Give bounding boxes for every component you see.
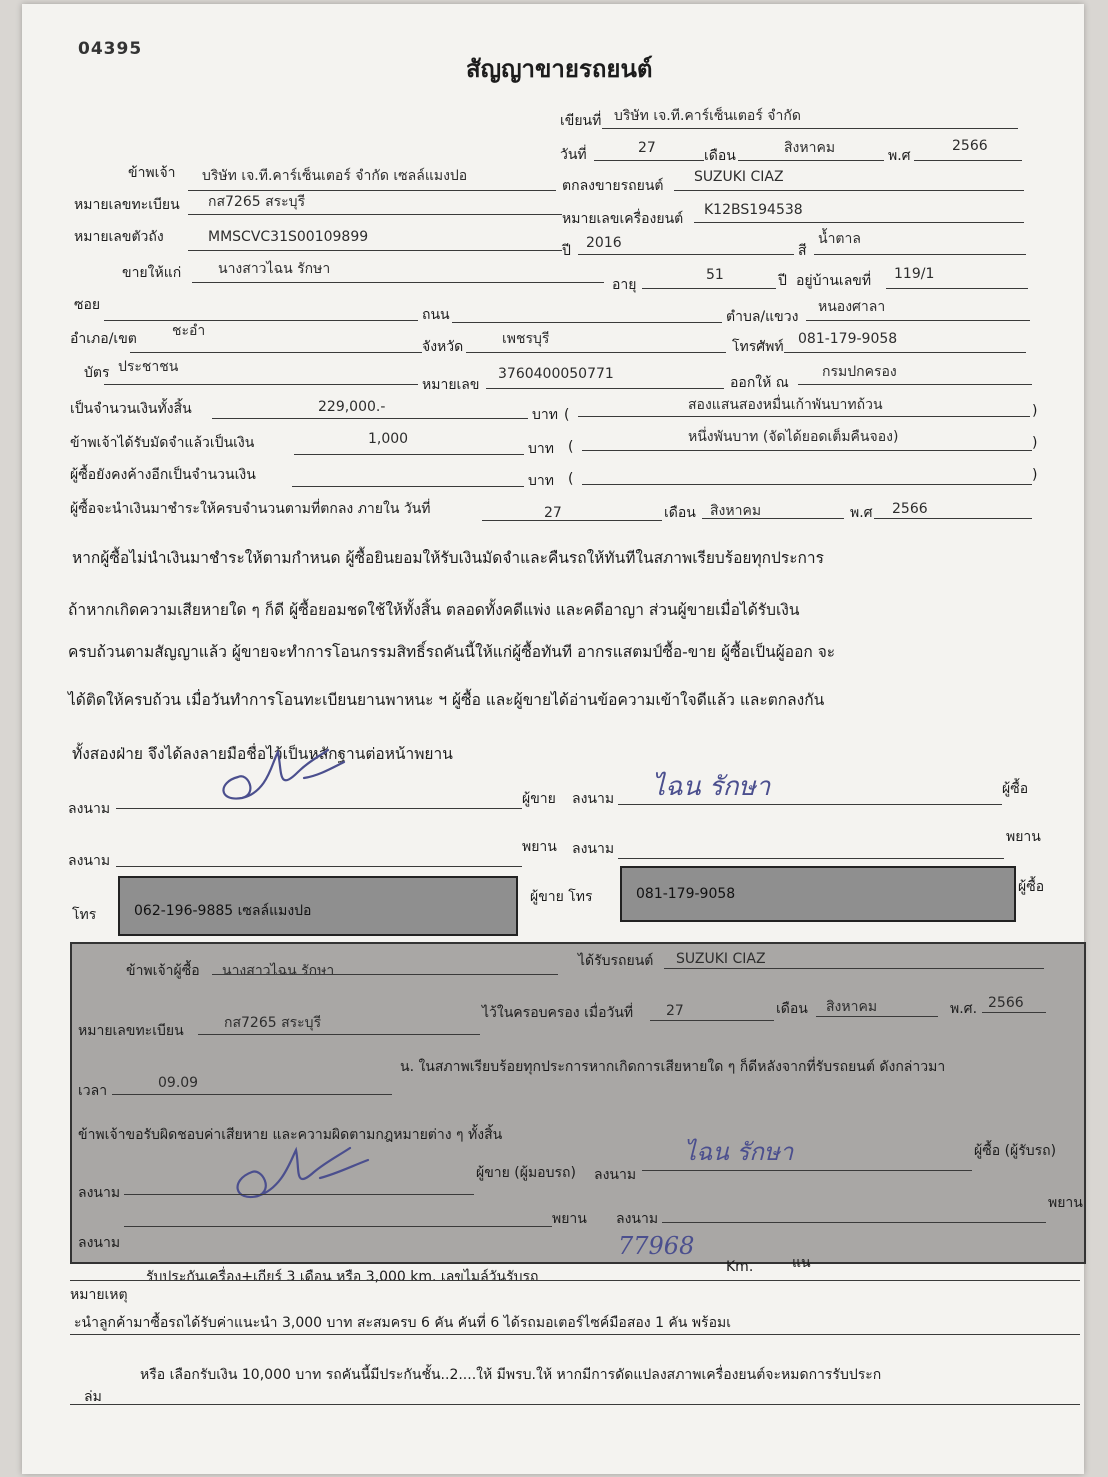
date-month-line	[738, 160, 884, 161]
seller-label: ข้าพเจ้า	[128, 165, 176, 181]
pay-day: 27	[544, 505, 562, 521]
receipt-seller-role: ผู้ขาย (ผู้มอบรถ)	[476, 1165, 576, 1181]
terms-line-3: ครบถ้วนตามสัญญาแล้ว ผู้ขายจะทำการโอนกรรมสิทธิ์รถคันนี้ให้แก่ผู้ซื้อทันที อากรแสตมป์ซื้อ-ขาย ผู้ซื้อเป็นผู้ออก จะ	[68, 643, 836, 661]
receipt-year-label: พ.ศ.	[950, 1001, 978, 1017]
district-value: ชะอำ	[172, 323, 206, 339]
terms-line-4: ได้ติดให้ครบถ้วน เมื่อวันทำการโอนทะเบียนยานพาหนะ ฯ ผู้ซื้อ และผู้ขายได้อ่านข้อความเข้าใจดีแล้ว และตกลงกัน	[68, 691, 825, 709]
engine-value: K12BS194538	[704, 202, 803, 218]
date-month: สิงหาคม	[784, 140, 836, 156]
receipt-time: 09.09	[158, 1075, 199, 1091]
terms-line-1: หากผู้ซื้อไม่นำเงินมาชำระให้ตามกำหนด ผู้ซื้อยินยอมให้รับเงินมัดจำและคืนรถให้ทันทีในสภาพเรียบร้อยทุกประการ	[72, 549, 824, 567]
seller-signature	[208, 732, 358, 812]
receipt-witness-line-2	[662, 1222, 1046, 1223]
sign-label-3: ลงนาม	[68, 853, 111, 869]
house-no: 119/1	[894, 266, 935, 282]
notes-label: หมายเหตุ	[70, 1287, 128, 1303]
witness-role-1: พยาน	[522, 839, 557, 855]
province-label: จังหวัด	[422, 339, 464, 355]
deposit-line	[294, 454, 524, 455]
buyer-role-2: ผู้ซื้อ	[1018, 879, 1045, 895]
receipt-sign-label-1: ลงนาม	[78, 1185, 121, 1201]
total-words: สองแสนสองหมื่นเก้าพันบาทถ้วน	[688, 397, 883, 413]
receipt-day-line	[650, 1020, 774, 1021]
deposit-baht: บาท	[528, 441, 554, 457]
receipt-month-label: เดือน	[776, 1001, 808, 1017]
receipt-witness-role-2: พยาน	[1048, 1195, 1083, 1211]
witness-role-2: พยาน	[1006, 829, 1041, 845]
total-baht: บาท	[532, 407, 558, 423]
terms-line-5: ทั้งสองฝ่าย จึงได้ลงลายมือชื่อไว้เป็นหลักฐานต่อหน้าพยาน	[72, 745, 453, 763]
receipt-buyer-label: ข้าพเจ้าผู้ซื้อ	[126, 963, 200, 979]
date-year: 2566	[952, 138, 988, 154]
date-year-line	[914, 160, 1022, 161]
month-label: เดือน	[704, 148, 736, 164]
buyer-phone: 081-179-9058	[636, 886, 736, 902]
deposit-label: ข้าพเจ้าได้รับมัดจำแล้วเป็นเงิน	[70, 435, 255, 451]
district-line	[130, 352, 422, 353]
buyer-name: นางสาวไฉน รักษา	[218, 261, 331, 277]
notes-line-1: รับประกันเครื่อง+เกียร์ 3 เดือน หรือ 3,000 km. เลขไมล์วันรับรถ	[146, 1269, 539, 1285]
card-line	[104, 384, 418, 385]
sell-to-label: ขายให้แก่	[122, 265, 182, 281]
age-unit: ปี	[778, 273, 787, 289]
pay-by-label: ผู้ซื้อจะนำเงินมาชำระให้ครบจำนวนตามที่ตกลง ภายใน วันที่	[70, 501, 431, 517]
page-title: สัญญาขายรถยนต์	[466, 55, 653, 83]
receipt-sign-label-4: ลงนาม	[616, 1211, 659, 1227]
soi-label: ซอย	[74, 297, 101, 313]
age-label: อายุ	[612, 277, 637, 293]
plate-line	[188, 214, 562, 215]
receipt-month-line	[816, 1016, 938, 1017]
soi-line	[104, 320, 418, 321]
total-line	[212, 418, 528, 419]
vehicle-year: 2016	[586, 235, 622, 251]
house-label: อยู่บ้านเลขที่	[796, 273, 872, 289]
house-line	[886, 288, 1028, 289]
card-type: ประชาชน	[118, 359, 179, 375]
total-words-line	[578, 416, 1030, 417]
pay-month: สิงหาคม	[710, 503, 762, 519]
seller-phone: 062-196-9885 เซลล์แมงปอ	[134, 903, 312, 919]
year-label: พ.ศ	[888, 148, 911, 164]
sign-label-2: ลงนาม	[572, 791, 615, 807]
date-label: วันที่	[560, 147, 587, 163]
pay-year: 2566	[892, 501, 928, 517]
receipt-year: 2566	[988, 995, 1024, 1011]
province-value: เพชรบุรี	[502, 331, 550, 347]
car-model-line	[674, 190, 1024, 191]
receipt-block	[70, 942, 1086, 1264]
car-model: SUZUKI CIAZ	[694, 169, 784, 185]
receipt-plate-label: หมายเลขทะเบียน	[78, 1023, 184, 1039]
chassis-line	[188, 250, 562, 251]
plate-value: กส7265 สระบุรี	[208, 194, 306, 210]
chassis-label: หมายเลขตัวถัง	[74, 229, 164, 245]
pay-month-line	[702, 518, 844, 519]
receipt-car-model: SUZUKI CIAZ	[676, 951, 766, 967]
receipt-car-line	[664, 968, 1044, 969]
receipt-time-line	[112, 1094, 392, 1095]
id-number: 3760400050771	[498, 366, 614, 382]
seller-role-1: ผู้ขาย	[522, 791, 556, 807]
card-label: บัตร	[84, 365, 110, 381]
pay-month-label: เดือน	[664, 505, 696, 521]
written-at-line	[602, 128, 1018, 129]
possession-label: ไว้ในครอบครอง เมื่อวันที่	[482, 1005, 634, 1021]
time-label: เวลา	[78, 1083, 108, 1099]
receipt-buyer-sign-line	[642, 1170, 972, 1171]
remain-line	[292, 486, 524, 487]
notes-line-1-rule	[70, 1280, 1080, 1281]
color-label: สี	[798, 243, 807, 259]
condition-text: น. ในสภาพเรียบร้อยทุกประการหากเกิดการเสียหายใด ๆ ก็ดีหลังจากที่รับรถยนต์ ดังกล่าวมา	[400, 1059, 946, 1075]
issued-line	[798, 384, 1032, 385]
deposit-words-line	[582, 450, 1032, 451]
road-line	[452, 322, 722, 323]
receipt-buyer-signature: ไฉน รักษา	[684, 1138, 794, 1166]
vehicle-year-line	[578, 254, 794, 255]
notes-line-3-rule	[70, 1404, 1080, 1405]
responsibility-text: ข้าพเจ้าขอรับผิดชอบค่าเสียหาย และความผิดตามกฎหมายต่าง ๆ ทั้งสิ้น	[78, 1127, 503, 1143]
deposit-words: หนึ่งพันบาท (จัดได้ยอดเต็มคืนจอง)	[688, 429, 899, 445]
color-value: น้ำตาล	[818, 231, 861, 247]
written-at-value: บริษัท เจ.ที.คาร์เซ็นเตอร์ จำกัด	[614, 108, 801, 124]
receipt-seller-signature	[222, 1132, 382, 1212]
notes-line-1-tail: แน	[792, 1255, 811, 1271]
date-day-line	[594, 160, 704, 161]
sign-label-1: ลงนาม	[68, 801, 111, 817]
id-line	[486, 388, 724, 389]
receipt-buyer-name: นางสาวไฉน รักษา	[222, 963, 335, 979]
total-label: เป็นจำนวนเงินทั้งสิ้น	[70, 401, 192, 417]
pay-year-label: พ.ศ	[850, 505, 873, 521]
phone-label-1: โทร	[72, 907, 97, 923]
document-number: 04395	[78, 39, 143, 59]
subdistrict-line	[806, 320, 1030, 321]
notes-line-2: ะนำลูกค้ามาซื้อรถได้รับค่าแนะนำ 3,000 บาท สะสมครบ 6 คัน คันที่ 6 ได้รถมอเตอร์ไซค์มือสอง 1 คัน พร้อมเ	[74, 1315, 731, 1331]
receipt-sign-label-2: ลงนาม	[594, 1167, 637, 1183]
buyer-signature: ไฉน รักษา	[652, 772, 771, 802]
contract-sheet: 04395 สัญญาขายรถยนต์ เขียนที่ บริษัท เจ.ที.คาร์เซ็นเตอร์ จำกัด วันที่ 27 เดือน สิงหาคม พ.ศ 2566 ข้าพเจ้า บริษัท เจ.ที.คาร์เซ็นเตอร์ จำกัด เซลล์แมงปอ ตกลงขายรถยนต์ SUZUKI CIAZ หมายเลขทะเบียน กส7265 สระบุรี หมายเลขเครื่องยนต์ K12BS194538 หมายเลขตัวถัง MMSCVC31S00109899 ปี 2016 สี น้ำตาล ขายให้แก่ นางสาวไฉน รักษา อายุ 51 ปี อยู่บ้านเลขที่ 119/1 ซอย ถนน ตำบล/แขวง หนองศาลา อำเภอ/เขต ชะอำ จังหวัด เพชรบุรี โทรศัพท์ 081-179-9058 บัตร ประชาชน หมายเลข 3760400050771 ออกให้ ณ กรมปกครอง เป็นจำนวนเงินทั้งสิ้น 229,000.- บาท ( สองแสนสองหมื่นเก้าพันบาทถ้วน ) ข้าพเจ้าได้รับมัดจำแล้วเป็นเงิน 1,000 บาท ( หนึ่งพันบาท (จัดได้ยอดเต็มคืนจอง) ) ผู้ซื้อยังคงค้างอีกเป็นจำนวนเงิน บาท ( ) ผู้ซื้อจะนำเงินมาชำระให้ครบจำนวนตามที่ตกลง ภายใน วันที่ 27 เดือน สิงหาคม พ.ศ 2566 หากผู้ซื้อไม่นำเงินมาชำระให้ตามกำหนด ผู้ซื้อยินยอมให้รับเงินมัดจำและคืนรถให้ทันทีในสภาพเรียบร้อยทุกประการ ถ้าหากเกิดความเสียหายใด ๆ ก็ดี ผู้ซื้อยอมชดใช้ให้ทั้งสิ้น ตลอดทั้งคดีแพ่ง และคดีอาญา ส่วนผู้ขายเมื่อได้รับเงิน ครบถ้วนตามสัญญาแล้ว ผู้ขายจะทำการโอนกรรมสิทธิ์รถคันนี้ให้แก่ผู้ซื้อทันที อากรแสตมป์ซื้อ-ขาย ผู้ซื้อเป็นผู้ออก จะ ได้ติดให้ครบถ้วน เมื่อวันทำการโอนทะเบียนยานพาหนะ ฯ ผู้ซื้อ และผู้ขายได้อ่านข้อความเข้าใจดีแล้ว และตกลงกัน ทั้งสองฝ่าย จึงได้ลงลายมือชื่อไว้เป็นหลักฐานต่อหน้าพยาน ลงนาม ผู้ขาย ลงนาม ไฉน รักษา ผู้ซื้อ ลงนาม พยาน ลงนาม พยาน โทร 062-196-9885 เซลล์แมงปอ ผู้ขาย โทร 081-179-9058 ผู้ซื้อ ข้าพเจ้าผู้ซื้อ นางสาวไฉน รักษา ได้รับรถยนต์ SUZUKI CIAZ หมายเลขทะเบียน กส7265 สระบุรี ไว้ในครอบครอง เมื่อวันที่ 27 เดือน สิงหาคม พ.ศ. 2566 เวลา 09.09 น. ในสภาพเรียบร้อยทุกประการหากเกิดการเสียหายใด ๆ ก็ดีหลังจากที่รับรถยนต์ ดังกล่าวมา ข้าพเจ้าขอรับผิดชอบค่าเสียหาย และความผิดตามกฎหมายต่าง ๆ ทั้งสิ้น ลงนาม ผู้ขาย (ผู้มอบรถ) ลงนาม ไฉน รักษา ผู้ซื้อ (ผู้รับรถ) ลงนาม พยาน ลงนาม พยาน หมายเหตุ รับประกันเครื่อง+เกียร์ 3 เดือน หรือ 3,000 km. เลขไมล์วันรับรถ 77968 Km. แน ะนำลูกค้ามาซื้อรถได้รับค่าแนะนำ 3,000 บาท สะสมครบ 6 คัน คันที่ 6 ได้รถมอเตอร์ไซค์มือสอง 1 คัน พร้อมเ ล่ม หรือ เลือกรับเงิน 10,000 บาท รถคันนี้มีประกันชั้น..2....ให้ มีพรบ.ให้ หากมีการดัดแปลงสภาพเครื่องยนต์จะหมดการรับประก	[22, 4, 1084, 1474]
date-day: 27	[638, 140, 656, 156]
buyer-name-line	[192, 282, 604, 283]
sign-label-4: ลงนาม	[572, 841, 615, 857]
buyer-phone-box	[620, 866, 1016, 922]
receipt-buyer-role: ผู้ซื้อ (ผู้รับรถ)	[974, 1143, 1057, 1159]
province-line	[466, 352, 726, 353]
mileage-value: 77968	[618, 1232, 695, 1260]
remain-baht: บาท	[528, 473, 554, 489]
subdistrict-value: หนองศาลา	[818, 299, 886, 315]
notes-line-2-rule	[70, 1334, 1080, 1335]
witness-sign-line-2	[618, 858, 1004, 859]
receipt-witness-role-1: พยาน	[552, 1211, 587, 1227]
receipt-day: 27	[666, 1003, 684, 1019]
vehicle-year-label: ปี	[562, 243, 571, 259]
id-label: หมายเลข	[422, 377, 480, 393]
pay-year-line	[874, 518, 1032, 519]
received-label: ได้รับรถยนต์	[578, 953, 654, 969]
chassis-value: MMSCVC31S00109899	[208, 229, 369, 245]
issued-value: กรมปกครอง	[822, 364, 897, 380]
color-line	[814, 254, 1026, 255]
witness-sign-line-1	[116, 866, 522, 867]
seller-sign-line	[116, 808, 522, 809]
plate-label: หมายเลขทะเบียน	[74, 197, 180, 213]
district-label: อำเภอ/เขต	[70, 331, 137, 347]
receipt-witness-line-1	[124, 1226, 552, 1227]
total-value: 229,000.-	[318, 399, 386, 415]
issued-label: ออกให้ ณ	[730, 375, 789, 391]
seller-phone-box	[118, 876, 518, 936]
age-value: 51	[706, 267, 724, 283]
terms-line-2: ถ้าหากเกิดความเสียหายใด ๆ ก็ดี ผู้ซื้อยอมชดใช้ให้ทั้งสิ้น ตลอดทั้งคดีแพ่ง และคดีอาญา ส่วนผู้ขายเมื่อได้รับเงิน	[68, 601, 800, 619]
receipt-plate: กส7265 สระบุรี	[224, 1015, 322, 1031]
receipt-month: สิงหาคม	[826, 999, 878, 1015]
deposit-value: 1,000	[368, 431, 409, 447]
written-at-label: เขียนที่	[560, 113, 602, 129]
notes-line-3: หรือ เลือกรับเงิน 10,000 บาท รถคันนี้มีประกันชั้น..2....ให้ มีพรบ.ให้ หากมีการดัดแปลงสภาพเครื่องยนต์จะหมดการรับประก	[140, 1367, 882, 1383]
receipt-sign-label-3: ลงนาม	[78, 1235, 121, 1251]
seller-phone-role: ผู้ขาย โทร	[530, 889, 593, 905]
road-label: ถนน	[422, 307, 450, 323]
receipt-plate-line	[198, 1034, 480, 1035]
notes-line-3-start: ล่ม	[84, 1389, 102, 1405]
phone-label: โทรศัพท์	[732, 339, 784, 355]
subdistrict-label: ตำบล/แขวง	[726, 309, 799, 325]
engine-label: หมายเลขเครื่องยนต์	[562, 211, 684, 227]
phone-value: 081-179-9058	[798, 331, 898, 347]
buyer-sign-line	[618, 804, 1002, 805]
remain-words-line	[582, 484, 1032, 485]
seller-line	[188, 190, 556, 191]
seller-value: บริษัท เจ.ที.คาร์เซ็นเตอร์ จำกัด เซลล์แมงปอ	[202, 168, 468, 184]
age-line	[642, 288, 776, 289]
buyer-role-1: ผู้ซื้อ	[1002, 781, 1029, 797]
phone-line	[784, 352, 1026, 353]
receipt-buyer-line	[212, 974, 558, 975]
remain-label: ผู้ซื้อยังคงค้างอีกเป็นจำนวนเงิน	[70, 467, 256, 483]
pay-day-line	[482, 520, 662, 521]
engine-line	[694, 222, 1024, 223]
receipt-seller-line	[124, 1194, 474, 1195]
agree-label: ตกลงขายรถยนต์	[562, 178, 664, 194]
receipt-year-line	[982, 1012, 1046, 1013]
mileage-km: Km.	[726, 1259, 754, 1275]
